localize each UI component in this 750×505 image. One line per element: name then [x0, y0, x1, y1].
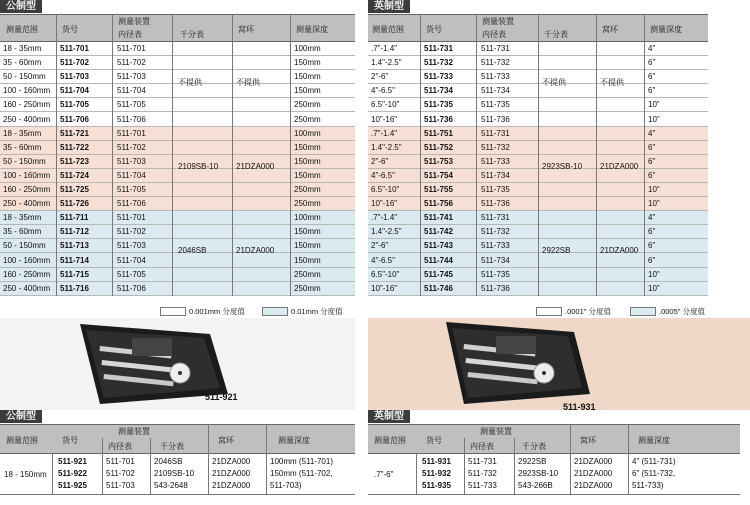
header-device: 测量装置	[118, 17, 150, 26]
inner-cell: 511-733	[481, 72, 510, 82]
depth-cell: 6"	[648, 142, 656, 152]
code-cell: 511-732	[424, 58, 453, 68]
range-cell: .7"-1.4"	[371, 128, 398, 138]
depth-cell: 150mm	[294, 142, 321, 152]
ring-cell: 21DZA000	[212, 457, 251, 466]
range-cell: 6.5"-10"	[371, 185, 400, 194]
table-row	[0, 98, 355, 112]
inner-cell: 511-731	[481, 128, 510, 138]
header-depth: 测量深度	[296, 25, 328, 34]
divider	[596, 14, 597, 296]
range-cell: 250 - 400mm	[3, 283, 51, 293]
inner-cell: 511-703	[117, 72, 146, 82]
divider	[628, 424, 629, 494]
range-cell: 100 - 160mm	[3, 255, 51, 265]
product-photo-right	[368, 318, 750, 410]
range-cell: 160 - 250mm	[3, 185, 51, 194]
header-code: 货号	[426, 25, 442, 34]
ring-cell: 21DZA000	[574, 457, 613, 466]
range-cell: 2"-6"	[371, 72, 389, 82]
depth-cell: 6"	[648, 86, 656, 96]
dial-cell: 543-2648	[154, 481, 188, 490]
legend-fine: .0001" 分度值	[565, 307, 612, 316]
imperial-tag: 英制型	[368, 0, 410, 13]
inner-cell: 511-734	[481, 255, 510, 265]
inner-cell: 511-732	[481, 142, 510, 152]
divider	[56, 14, 57, 296]
inner-cell: 511-703	[117, 156, 146, 166]
depth-cell: 10"	[648, 114, 660, 124]
code-cell: 511-723	[60, 156, 89, 166]
range-cell: 4"-6.5"	[371, 86, 395, 96]
range-cell: 50 - 150mm	[3, 241, 46, 251]
depth-cell: 250mm	[294, 114, 321, 124]
code-cell: 511-704	[60, 86, 89, 96]
inner-cell: 511-731	[481, 213, 510, 223]
depth-cell: 10"	[648, 185, 660, 194]
legend-fine: 0.001mm 分度值	[189, 307, 245, 316]
divider	[0, 494, 355, 495]
ring-cell: 21DZA000	[212, 481, 251, 490]
inner-cell: 511-705	[117, 100, 146, 110]
range-cell: 6.5"-10"	[371, 269, 400, 279]
depth-cell: 4"	[648, 44, 656, 53]
header-device: 测量装置	[118, 427, 150, 436]
range-cell: 6.5"-10"	[371, 100, 400, 110]
depth-cell: 6" (511-732,	[632, 469, 676, 478]
range-cell: 100 - 160mm	[3, 170, 51, 180]
depth-cell: 10"	[648, 100, 660, 110]
range-cell: 160 - 250mm	[3, 100, 51, 110]
code-cell: 511-755	[424, 185, 453, 194]
product-photo-left	[0, 318, 355, 410]
inner-cell: 511-702	[117, 58, 146, 68]
header-inner: 内径表	[470, 442, 494, 451]
depth-cell: 250mm	[294, 269, 321, 279]
divider	[416, 454, 417, 494]
header-range: 测量范围	[6, 25, 38, 34]
header-depth: 测量深度	[278, 436, 310, 445]
inner-cell: 511-736	[481, 114, 510, 124]
code-cell: 511-715	[60, 269, 89, 279]
depth-cell: 150mm	[294, 58, 321, 68]
code-cell: 511-733	[424, 72, 453, 82]
depth-cell: 250mm	[294, 185, 321, 194]
inner-cell: 511-731	[468, 457, 497, 466]
depth-cell: 4"	[648, 128, 656, 138]
depth-cell: 10"	[648, 269, 660, 279]
inner-cell: 511-703	[106, 481, 135, 490]
legend-coarse: 0.01mm 分度值	[291, 307, 343, 316]
dial-cell: 2923SB-10	[518, 469, 559, 478]
table-row	[0, 254, 355, 268]
dial-merged-cell: 2923SB-10	[542, 161, 583, 171]
code-cell: 511-702	[60, 58, 89, 68]
table-row	[0, 183, 355, 197]
code-cell: 511-753	[424, 156, 453, 166]
metric-set-table	[0, 410, 355, 505]
divider	[420, 14, 421, 296]
range-cell: 50 - 150mm	[3, 156, 46, 166]
inner-cell: 511-704	[117, 255, 146, 265]
legend-box-white	[160, 307, 186, 316]
range-cell: 18 - 35mm	[3, 44, 42, 53]
header-inner: 内径表	[482, 30, 506, 39]
depth-cell: 100mm	[294, 44, 321, 53]
inner-cell: 511-733	[481, 241, 510, 251]
divider	[102, 438, 103, 494]
inner-cell: 511-701	[117, 44, 146, 53]
depth-cell: 6"	[648, 255, 656, 265]
ring-cell: 21DZA000	[574, 469, 613, 478]
legend-box-blue	[262, 307, 288, 316]
ring-merged-cell: 21DZA000	[236, 161, 275, 171]
depth-cell: 10"	[648, 199, 660, 209]
inner-cell: 511-734	[481, 170, 510, 180]
code-cell: 511-713	[60, 241, 89, 251]
dial-merged-cell: 2046SB	[178, 246, 207, 256]
ring-merged-cell: 21DZA000	[236, 246, 275, 256]
depth-cell: 6"	[648, 72, 656, 82]
depth-cell: 150mm	[294, 227, 321, 237]
code-cell: 511-714	[60, 255, 89, 265]
inner-cell: 511-736	[481, 283, 510, 293]
photo-label-left: 511-921	[205, 392, 238, 402]
code-cell: 511-935	[422, 481, 451, 490]
header-depth: 测量深度	[650, 25, 682, 34]
range-cell: 1.4"-2.5"	[371, 58, 402, 68]
ring-merged-cell: 21DZA000	[600, 246, 639, 256]
legend-box-white	[536, 307, 562, 316]
inner-cell: 511-731	[481, 44, 510, 53]
header-ring: 窝环	[580, 436, 596, 445]
inner-cell: 511-704	[117, 86, 146, 96]
code-cell: 511-932	[422, 469, 451, 478]
depth-cell: 150mm	[294, 255, 321, 265]
metric-table-panel	[0, 0, 355, 320]
table-row	[0, 268, 355, 282]
header-code: 货号	[62, 25, 78, 34]
inner-cell: 511-736	[481, 199, 510, 209]
range-cell: .7"-1.4"	[371, 44, 398, 53]
code-cell: 511-706	[60, 114, 89, 124]
divider	[644, 14, 645, 296]
header-dial: 千分表	[522, 442, 546, 451]
inner-cell: 511-735	[481, 100, 510, 110]
photo-label-right: 511-931	[563, 402, 596, 412]
table-row	[0, 282, 355, 296]
depth-cell: 250mm	[294, 100, 321, 110]
depth-cell: 100mm	[294, 213, 321, 223]
depth-cell: 4" (511-731)	[632, 457, 676, 466]
table-row	[0, 225, 355, 239]
code-cell: 511-712	[60, 227, 89, 237]
divider	[570, 424, 571, 494]
divider	[150, 438, 151, 494]
code-cell: 511-754	[424, 170, 453, 180]
dial-merged-cell: 不提供	[542, 78, 566, 88]
header-device: 测量装置	[480, 427, 512, 436]
divider	[476, 14, 477, 296]
code-cell: 511-716	[60, 283, 89, 293]
range-cell: 10"-16"	[371, 199, 398, 209]
code-cell: 511-724	[60, 170, 89, 180]
table-row	[0, 56, 355, 70]
depth-cell: 6"	[648, 227, 656, 237]
table-row	[0, 197, 355, 211]
range-cell: 18 - 35mm	[3, 213, 42, 223]
imperial-table-panel	[368, 0, 750, 320]
depth-cell: 250mm	[294, 199, 321, 209]
range-cell: 4"-6.5"	[371, 255, 395, 265]
inner-cell: 511-706	[117, 114, 146, 124]
legend-box-blue	[630, 307, 656, 316]
gauge-case-image	[368, 318, 750, 410]
depth-cell: 6"	[648, 156, 656, 166]
code-cell: 511-751	[424, 128, 453, 138]
depth-cell: 6"	[648, 58, 656, 68]
inner-cell: 511-706	[117, 283, 146, 293]
code-cell: 511-725	[60, 185, 89, 194]
inner-cell: 511-732	[481, 58, 510, 68]
inner-cell: 511-733	[481, 156, 510, 166]
imperial-set-header	[368, 424, 740, 454]
range-cell: 35 - 60mm	[3, 142, 42, 152]
range-cell: 1.4"-2.5"	[371, 227, 402, 237]
range-cell: .7"-1.4"	[371, 213, 398, 223]
depth-cell: 150mm	[294, 72, 321, 82]
dial-cell: 2046SB	[154, 457, 183, 466]
metric-set-tag: 公制型	[0, 410, 42, 423]
header-inner: 内径表	[118, 30, 142, 39]
depth-cell: 100mm	[294, 128, 321, 138]
depth-cell: 10"	[648, 283, 660, 293]
header-inner: 内径表	[108, 442, 132, 451]
imperial-set-tag: 英制型	[368, 410, 410, 423]
inner-cell: 511-701	[117, 213, 146, 223]
range-cell: 2"-6"	[371, 156, 389, 166]
range-cell: 18 - 35mm	[3, 128, 42, 138]
range-cell: 50 - 150mm	[3, 72, 46, 82]
inner-cell: 511-705	[117, 185, 146, 194]
code-cell: 511-726	[60, 199, 89, 209]
metric-header	[0, 14, 355, 42]
ring-merged-cell: 不提供	[236, 78, 260, 88]
divider	[112, 14, 113, 296]
code-cell: 511-734	[424, 86, 453, 96]
inner-cell: 511-735	[481, 185, 510, 194]
code-cell: 511-922	[58, 469, 87, 478]
code-cell: 511-931	[422, 457, 451, 466]
range-cell: 4"-6.5"	[371, 170, 395, 180]
range-cell: 250 - 400mm	[3, 114, 51, 124]
inner-cell: 511-705	[117, 269, 146, 279]
inner-cell: 511-702	[117, 142, 146, 152]
code-cell: 511-756	[424, 199, 453, 209]
metric-set-header	[0, 424, 355, 454]
ring-cell: 21DZA000	[574, 481, 613, 490]
header-ring: 窝环	[238, 25, 254, 34]
depth-cell: 6"	[648, 241, 656, 251]
range-cell: 35 - 60mm	[3, 58, 42, 68]
divider	[172, 14, 173, 296]
ring-merged-cell: 21DZA000	[600, 161, 639, 171]
range-cell: 2"-6"	[371, 241, 389, 251]
inner-cell: 511-735	[481, 269, 510, 279]
code-cell: 511-701	[60, 44, 89, 53]
header-range: 测量范围	[372, 25, 404, 34]
header-range: 测量范围	[374, 436, 406, 445]
code-cell: 511-722	[60, 142, 89, 152]
divider	[266, 424, 267, 494]
dial-cell: 2922SB	[518, 457, 547, 466]
depth-cell: 511-733)	[632, 481, 664, 490]
divider	[368, 494, 740, 495]
inner-cell: 511-733	[468, 481, 497, 490]
range-cell: 35 - 60mm	[3, 227, 42, 237]
depth-cell: 100mm (511-701)	[270, 457, 333, 466]
code-cell: 511-925	[58, 481, 87, 490]
code-cell: 511-745	[424, 269, 453, 279]
inner-cell: 511-701	[106, 457, 135, 466]
header-ring: 窝环	[218, 436, 234, 445]
depth-cell: 150mm	[294, 156, 321, 166]
depth-cell: 150mm	[294, 170, 321, 180]
header-dial: 千分表	[160, 442, 184, 451]
inner-cell: 511-704	[117, 170, 146, 180]
header-dial: 千分表	[544, 30, 568, 39]
range-cell: 10"-16"	[371, 283, 398, 293]
range-cell: 1.4"-2.5"	[371, 142, 402, 152]
dial-cell: 543-266B	[518, 481, 553, 490]
code-cell: 511-752	[424, 142, 453, 152]
depth-cell: 511-703)	[270, 481, 302, 490]
header-depth: 测量深度	[638, 436, 670, 445]
code-cell: 511-736	[424, 114, 453, 124]
code-cell: 511-735	[424, 100, 453, 110]
ring-merged-cell: 不提供	[600, 78, 624, 88]
divider	[290, 14, 291, 296]
imperial-set-table	[368, 410, 750, 505]
depth-cell: 150mm	[294, 86, 321, 96]
code-cell: 511-744	[424, 255, 453, 265]
divider	[232, 14, 233, 296]
inner-cell: 511-703	[117, 241, 146, 251]
divider	[52, 454, 53, 494]
header-ring: 窝环	[602, 25, 618, 34]
metric-tag: 公制型	[0, 0, 42, 13]
depth-cell: 150mm (511-702,	[270, 469, 333, 478]
divider	[538, 14, 539, 296]
code-cell: 511-711	[60, 213, 89, 223]
code-cell: 511-742	[424, 227, 453, 237]
range-cell: 18 - 150mm	[4, 470, 47, 479]
header-code: 货号	[62, 436, 78, 445]
header-code: 货号	[426, 436, 442, 445]
dial-merged-cell: 2922SB	[542, 246, 571, 256]
depth-cell: 6"	[648, 170, 656, 180]
header-dial: 千分表	[180, 30, 204, 39]
inner-cell: 511-702	[117, 227, 146, 237]
range-cell: 250 - 400mm	[3, 199, 51, 209]
code-cell: 511-705	[60, 100, 89, 110]
gauge-case-image	[0, 318, 355, 410]
header-device: 测量装置	[482, 17, 514, 26]
inner-cell: 511-702	[106, 469, 135, 478]
table-row	[0, 127, 355, 141]
code-cell: 511-721	[60, 128, 89, 138]
dial-merged-cell: 不提供	[178, 78, 202, 88]
header-range: 测量范围	[6, 436, 38, 445]
code-cell: 511-743	[424, 241, 453, 251]
inner-cell: 511-734	[481, 86, 510, 96]
ring-cell: 21DZA000	[212, 469, 251, 478]
inner-cell: 511-706	[117, 199, 146, 209]
range-cell: 10"-16"	[371, 114, 398, 124]
dial-merged-cell: 2109SB-10	[178, 161, 219, 171]
code-cell: 511-741	[424, 213, 453, 223]
table-row	[0, 141, 355, 155]
code-cell: 511-703	[60, 72, 89, 82]
depth-cell: 150mm	[294, 241, 321, 251]
table-row	[0, 42, 355, 56]
table-row	[0, 211, 355, 225]
inner-cell: 511-732	[481, 227, 510, 237]
range-cell: 160 - 250mm	[3, 269, 51, 279]
table-row	[0, 113, 355, 127]
depth-cell: 250mm	[294, 283, 321, 293]
depth-cell: 4"	[648, 213, 656, 223]
code-cell: 511-921	[58, 457, 87, 466]
divider	[514, 438, 515, 494]
code-cell: 511-746	[424, 283, 453, 293]
inner-cell: 511-701	[117, 128, 146, 138]
dial-cell: 2109SB-10	[154, 469, 195, 478]
range-cell: .7"-6"	[374, 470, 394, 479]
divider	[464, 438, 465, 494]
table-row	[0, 169, 355, 183]
range-cell: 100 - 160mm	[3, 86, 51, 96]
inner-cell: 511-732	[468, 469, 497, 478]
code-cell: 511-731	[424, 44, 453, 53]
legend-coarse: .0005" 分度值	[659, 307, 706, 316]
divider	[208, 424, 209, 494]
